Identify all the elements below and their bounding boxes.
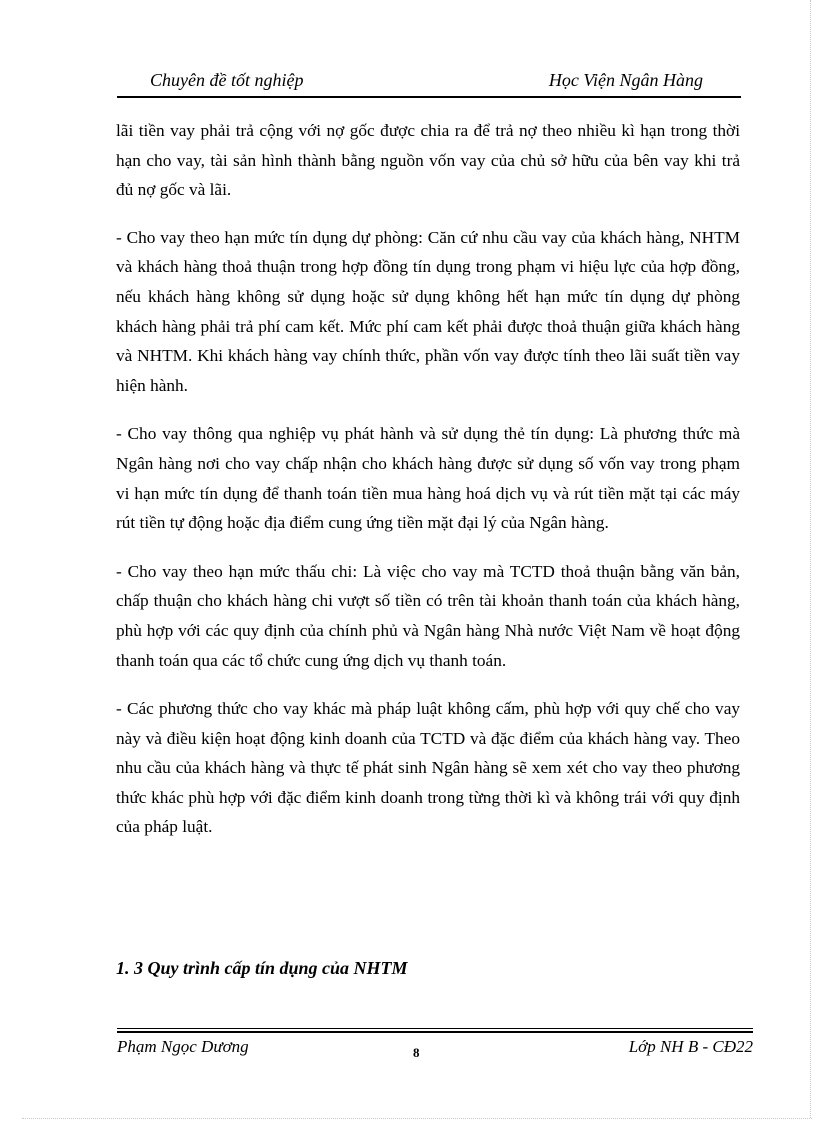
header-divider [117,96,741,98]
footer-divider-thick [117,1031,753,1033]
paragraph-credit-card: - Cho vay thông qua nghiệp vụ phát hành và sử dụng thẻ tín dụng: Là phương thức mà Ngân hàng nơi cho vay chấp nhận cho khách hàng được sử dụng số vốn vay trong phạm vi hạn mức tín dụng để thanh toán tiền mua hàng hoá dịch vụ và rút tiền mặt tại các máy rút tiền tự động hoặc địa điểm cung ứng tiền mặt đại lý của Ngân hàng. [116,424,740,533]
header-title: Chuyên đề tốt nghiệp [150,70,304,90]
page-right-edge [810,0,811,1118]
page-footer [117,1037,753,1067]
footer-class: Lớp NH B - CĐ22 [628,1037,753,1056]
paragraph-other-methods: - Các phương thức cho vay khác mà pháp luật không cấm, phù hợp với quy chế cho vay này và điều kiện hoạt động kinh doanh của TCTD và đặc điểm của khách hàng vay. Theo nhu cầu của khách hàng và thực tế phát sinh Ngân hàng sẽ xem xét cho vay theo phương thức khác phù hợp với đặc điểm kinh doanh trong từng thời kì và không trái với quy định của pháp luật. [116,699,740,837]
page-number: 8 [413,1045,420,1060]
paragraph-standby-credit: - Cho vay theo hạn mức tín dụng dự phòng: Căn cứ nhu cầu vay của khách hàng, NHTM và khách hàng thoả thuận trong hợp đồng tín dụng trong phạm vi hiệu lực của hợp đồng, nếu khách hàng không sử dụng hoặc sử dụng không hết hạn mức tín dụng dự phòng khách hàng phải trả phí cam kết. Mức phí cam kết phải được thoả thuận giữa khách hàng và NHTM. Khi khách hàng vay chính thức, phần vốn vay được tính theo lãi suất tiền vay hiện hành. [116,227,740,395]
section-heading: 1. 3 Quy trình cấp tín dụng của NHTM [116,958,408,978]
page-bottom-edge [22,1118,812,1119]
header-institution: Học Viện Ngân Hàng [548,70,703,90]
document-body [116,116,740,861]
paragraph-continuation: lãi tiền vay phải trả cộng với nợ gốc được chia ra để trả nợ theo nhiều kì hạn trong thời hạn cho vay, tài sản hình thành bằng nguồn vốn vay của chủ sở hữu của bên vay khi trả đủ nợ gốc và lãi. [116,121,740,200]
page-header [117,68,741,96]
paragraph-overdraft: - Cho vay theo hạn mức thấu chi: Là việc cho vay mà TCTD thoả thuận bằng văn bản, chấp thuận cho khách hàng chi vượt số tiền có trên tài khoản thanh toán của khách hàng, phù hợp với các quy định của chính phủ và Ngân hàng Nhà nước Việt Nam về hoạt động thanh toán qua các tổ chức cung ứng dịch vụ thanh toán. [116,561,740,670]
footer-divider-thin [117,1028,753,1029]
footer-author: Phạm Ngọc Dương [117,1037,249,1056]
